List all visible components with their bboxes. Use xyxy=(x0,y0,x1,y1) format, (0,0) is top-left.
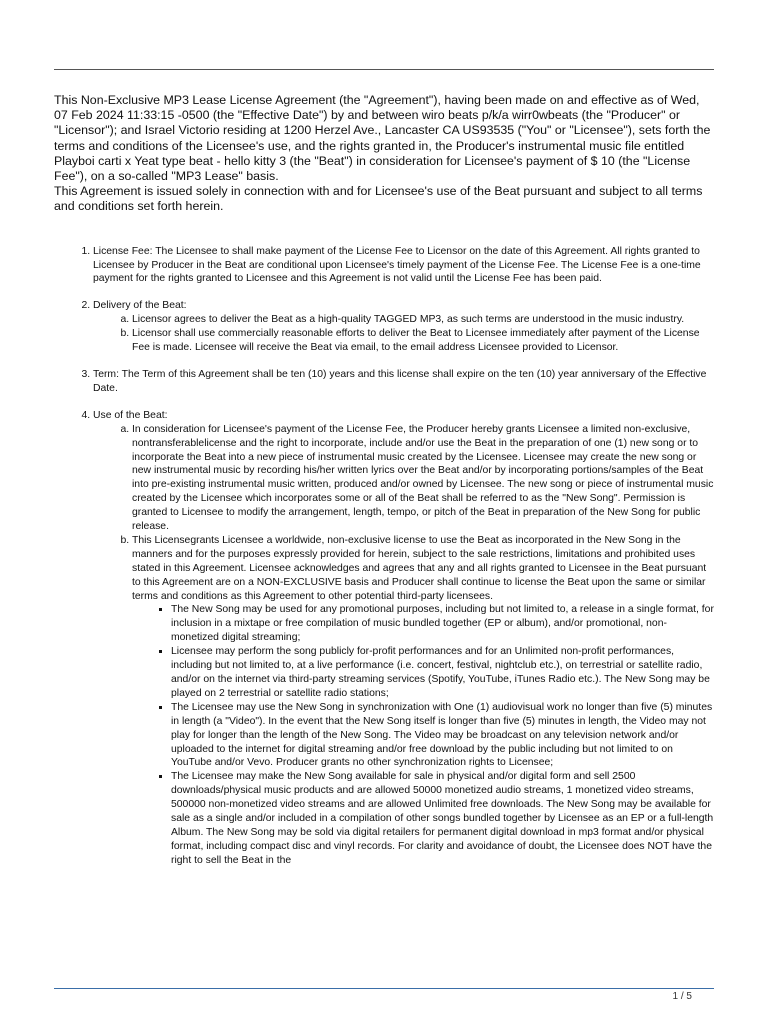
intro-section xyxy=(54,93,714,215)
delivery-sublist xyxy=(93,313,714,355)
clause-list xyxy=(54,245,714,868)
use-item-b-text: This Licensegrants Licensee a worldwide, non-exclusive license to use the Beat as incorporated in the New Song in the manners and for the purposes expressly provided for herein, subject to the sale restrictions, limitations and prohibited uses stated in this Agreement. Licensee acknowledges and agrees that any and all rights granted to Licensee in the Beat pursuant to this Agreement are on a NON-EXCLUSIVE basis and Producer shall continue to license the Beat upon the same or similar terms and conditions as this Agreement to other potential third-party licensees. xyxy=(132,534,707,602)
clause-delivery-heading: Delivery of the Beat: xyxy=(93,300,187,312)
use-sublist xyxy=(93,423,714,868)
clause-delivery xyxy=(93,299,714,355)
bullet-sales-limits: ▪ The Licensee may make the New Song available for sale in physical and/or digital form and sell 2500 downloads/physical music products and are allowed 50000 monetized audio streams, 1 monetized video streams, 500000 non-monetized video streams and are allowed Unlimited free downloads. The New Song may be available for sale as a single and/or included in a compilation of other songs bundled together by Licensee as an EP or a full-length Album. The New Song may be sold via digital retailers for permanent digital download in mp3 format and/or physical format, including compact disc and vinyl records. For clarity and avoidance of doubt, the Licensee does NOT have the right to sell the Beat in the xyxy=(171,770,714,867)
clause-term-text: Term: The Term of this Agreement shall be ten (10) years and this license shall expire on the ten (10) year anniversary of the Effective Date. xyxy=(93,368,707,394)
intro-scope-paragraph: This Agreement is issued solely in connection with and for Licensee's use of the Beat pursuant and subject to all terms and conditions set forth herein. xyxy=(54,184,703,214)
clause-license-fee-text: License Fee: The Licensee to shall make payment of the License Fee to Licensor on the date of this Agreement. All rights granted to Licensee by Producer in the Beat are conditional upon Licensee's timely payment of the License Fee. The License Fee is a one-time payment for the rights granted to Licensee and this Agreement is not valid until the License Fee has been paid. xyxy=(93,245,701,285)
delivery-item-b: b. Licensor shall use commercially reasonable efforts to deliver the Beat to Licensee immediately after payment of the License Fee is made. Licensee will receive the Beat via email, to the email address Licensee provided to Licensor. xyxy=(132,327,714,355)
agreement-body xyxy=(54,93,714,881)
header-rule xyxy=(54,69,714,70)
intro-paragraph: This Non-Exclusive MP3 Lease License Agreement (the "Agreement"), having been made on and effective as of Wed, 07 Feb 2024 11:33:15 -0500 (the "Effective Date") by and between wiro beats p/k/a wirr0wbeats (the "Producer" or "Licensor"); and Israel Victorio residing at 1200 Herzel Ave., Lancaster CA US93535 ("You" or "Licensee"), sets forth the terms and conditions of the Licensee's use, and the rights granted in, the Producer's instrumental music file entitled Playboi carti x Yeat type beat - hello kitty 3 (the "Beat") in consideration for Licensee's payment of $ 10 (the "License Fee"), on a so-called "MP3 Lease" basis. xyxy=(54,93,711,184)
use-rights-bullets xyxy=(132,603,714,867)
bullet-synchronization: ▪ The Licensee may use the New Song in synchronization with One (1) audiovisual work no longer than five (5) minutes in length (a "Video"). In the event that the New Song itself is longer than five (5) minutes in length, the Video may not play for longer than the length of the New Song. The Video may be broadcast on any television network and/or uploaded to the internet for digital streaming and/or free download by the public including but not limited to on YouTube and/or Vevo. Producer grants no other synchronization rights to Licensee; xyxy=(171,701,714,771)
footer-rule xyxy=(54,988,714,989)
use-item-a: a. In consideration for Licensee's payment of the License Fee, the Producer hereby grants Licensee a limited non-exclusive, nontransferablelicense and the right to incorporate, include and/or use the Beat in the preparation of one (1) new song or to incorporate the Beat into a new piece of instrumental music created by the Licensee. Licensee may create the new song or new instrumental music by recording his/her written lyrics over the Beat and/or by incorporating portions/samples of the Beat into pre-existing instrumental music written, produced and/or owned by Licensee. The new song or piece of instrumental music created by the Licensee which incorporates some or all of the Beat shall be referred to as the "New Song". Permission is granted to Licensee to modify the arrangement, length, tempo, or pitch of the Beat in preparation of the New Song for public release. xyxy=(132,423,714,534)
clause-use xyxy=(93,409,714,868)
delivery-item-a: a. Licensor agrees to deliver the Beat as a high-quality TAGGED MP3, as such terms are understood in the music industry. xyxy=(132,313,714,327)
use-item-b xyxy=(132,534,714,868)
bullet-performance-rights: ▪ Licensee may perform the song publicly for-profit performances and for an Unlimited non-profit performances, including but not limited to, at a live performance (i.e. concert, festival, nightclub etc.), on terrestrial or satellite radio, and/or on the internet via third-party streaming services (Spotify, YouTube, iTunes Radio etc.). The New Song may be played on 2 terrestrial or satellite radio stations; xyxy=(171,645,714,701)
bullet-promotional-use: ▪ The New Song may be used for any promotional purposes, including but not limited to, a release in a single format, for inclusion in a mixtape or free compilation of music bundled together (EP or album), and/or promotional, non-monetized digital streaming; xyxy=(171,603,714,645)
clause-license-fee xyxy=(93,245,714,287)
clause-term xyxy=(93,368,714,396)
clause-use-heading: Use of the Beat: xyxy=(93,409,168,421)
page-number: 1 / 5 xyxy=(672,991,692,1002)
